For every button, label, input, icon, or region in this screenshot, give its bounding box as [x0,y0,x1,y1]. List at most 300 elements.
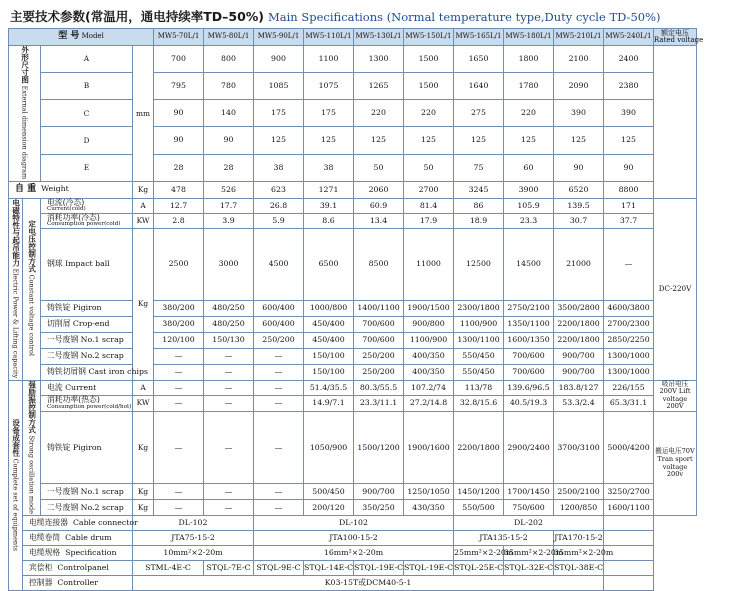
value-cell: — [204,411,254,483]
value-cell: 4600/3800 [604,300,654,316]
equipment-value: 16mm²×2-20m [254,546,454,561]
value-cell: 140 [204,100,254,127]
value-cell: 480/250 [204,300,254,316]
value-cell: 30.7 [554,213,604,228]
value-cell: 250/200 [354,364,404,380]
value-cell: 1500 [404,73,454,100]
value-cell: 2400 [604,46,654,73]
value-cell: 430/350 [404,500,454,516]
model-label-en: Model [81,32,104,41]
value-cell: — [254,411,304,483]
value-cell: 380/200 [154,300,204,316]
value-cell: 623 [254,181,304,198]
value-cell: 780 [204,73,254,100]
row-label [41,348,133,364]
value-cell: 1640 [454,73,504,100]
table-row [9,531,697,546]
table-row [9,100,697,127]
value-cell: 125 [604,127,654,154]
model-column-header: MW5-165L/1 [454,29,504,46]
row-label-cn: 钢球 [47,259,63,269]
value-cell: 2700/2300 [604,316,654,332]
equipment-value: 25mm²×2-20m [454,546,504,561]
table-row [9,300,697,316]
value-cell: 38 [304,154,354,181]
value-cell: 150/100 [304,348,354,364]
model-column-header: MW5-110L/1 [304,29,354,46]
value-cell: 2750/2100 [504,300,554,316]
model-column-header: MW5-80L/1 [204,29,254,46]
model-label-cn: 型 号 [58,31,80,42]
rated-voltage-dc: DC-220V [654,198,697,380]
table-row [9,127,697,154]
value-cell: — [154,364,204,380]
value-cell: 2200/1800 [554,316,604,332]
value-cell: 480/250 [204,316,254,332]
value-cell: — [254,500,304,516]
value-cell: — [154,380,204,395]
row-label [41,364,148,380]
value-cell: 175 [304,100,354,127]
value-cell: 2090 [554,73,604,100]
equipment-label-en: Controller [57,578,98,588]
value-cell: 1085 [254,73,304,100]
dim-letter: D [41,127,133,154]
value-cell: 125 [404,127,454,154]
value-cell: 1200/850 [554,500,604,516]
unit-cell: KW [133,213,154,228]
constant-group-label [23,198,41,380]
unit-cell: Kg [133,411,154,483]
value-cell: 3900 [504,181,554,198]
equipment-value: DL-102 [254,516,454,531]
value-cell: 90 [554,154,604,181]
table-row [9,561,697,576]
equipment-value: 35mm²×2-20m [554,546,604,561]
value-cell: 139.6/96.5 [504,380,554,395]
row-label-cn: 消耗功率(冷态) [47,212,100,222]
equipment-value: 10mm²×2-20m [133,546,254,561]
value-cell: 550/500 [454,500,504,516]
value-cell: 2300/1800 [454,300,504,316]
equipment-label-cn: 电缆卷筒 [29,533,61,543]
value-cell: 175 [254,100,304,127]
equipment-value: STQL-9E-C [254,561,304,576]
value-cell: 65.3/31.1 [604,395,654,411]
constant-side-label [9,198,23,380]
value-cell: — [204,364,254,380]
value-cell: 1075 [304,73,354,100]
value-cell: — [254,484,304,500]
value-cell: 17.7 [204,198,254,213]
row-label [41,411,133,483]
table-row [9,348,697,364]
table-row [9,29,697,46]
table-row [9,484,697,500]
value-cell: 23.3 [504,213,554,228]
value-cell: 220 [404,100,454,127]
table-row [9,228,697,300]
value-cell: 2.8 [154,213,204,228]
equipment-value: STQL-25E-C [454,561,504,576]
value-cell: 80.3/55.5 [354,380,404,395]
value-cell: 90 [204,127,254,154]
value-cell: 3250/2700 [604,484,654,500]
value-cell: 1780 [504,73,554,100]
value-cell: 1900/1600 [404,411,454,483]
equipment-label-cn: 电缆连接器 [29,518,68,528]
equipment-label-en: Controlpanel [57,563,109,573]
oscillation-group-label [23,380,41,516]
value-cell: 105.9 [504,198,554,213]
value-cell: 220 [504,100,554,127]
equipment-rated-empty [604,576,654,591]
equipment-value: JTA170-15-2 [554,531,604,546]
value-cell: 53.3/2.4 [554,395,604,411]
value-cell: — [204,380,254,395]
row-label-en: Consumption power(cold/hot) [47,403,132,410]
equipment-label [23,546,133,561]
dims-group-label [9,46,41,182]
model-column-header: MW5-130L/1 [354,29,404,46]
row-label [41,380,133,395]
value-cell: 14.9/7.1 [304,395,354,411]
value-cell: 800 [204,46,254,73]
value-cell: 120/100 [154,332,204,348]
row-label-en: Current [65,382,97,392]
row-label [41,500,133,516]
value-cell: 1265 [354,73,404,100]
equipment-label-cn: 电缆规格 [29,548,61,558]
value-cell: 750/600 [504,500,554,516]
table-row [9,181,697,198]
row-label [41,332,133,348]
value-cell: 390 [554,100,604,127]
row-label-cn: 铸铁切屑钢 [47,367,86,377]
value-cell: 60 [504,154,554,181]
value-cell: 390 [604,100,654,127]
row-label [41,228,133,300]
value-cell: 14500 [504,228,554,300]
value-cell: 18.9 [454,213,504,228]
value-cell: 450/400 [304,332,354,348]
value-cell: 2700 [404,181,454,198]
table-row [9,516,697,531]
value-cell: 2380 [604,73,654,100]
value-cell: 107.2/74 [404,380,454,395]
value-cell: 2500/2100 [554,484,604,500]
equipment-value: STQL-32E-C [504,561,554,576]
table-row [9,546,697,561]
value-cell: 526 [204,181,254,198]
equipment-rated-empty [604,561,654,576]
value-cell: 900/700 [554,364,604,380]
model-column-header: MW5-180L/1 [504,29,554,46]
value-cell: 125 [254,127,304,154]
constant-side-cn: 电磁特性与起吊能力 [11,198,21,267]
row-label-en: Cast iron chips [88,367,148,377]
value-cell: — [254,348,304,364]
table-row [9,500,697,516]
equipment-label [23,576,133,591]
value-cell: 220 [354,100,404,127]
value-cell: 5000/4200 [604,411,654,483]
value-cell: 28 [204,154,254,181]
value-cell: 700 [154,46,204,73]
value-cell: 3.9 [204,213,254,228]
rated-voltage-header [654,28,704,46]
unit-cell: A [133,380,154,395]
value-cell: 150/130 [204,332,254,348]
model-column-header: MW5-150L/1 [404,29,454,46]
equipment-label-en: Cable connector [72,518,138,528]
value-cell: 3500/2800 [554,300,604,316]
dim-letter: A [41,46,133,73]
value-cell: 125 [554,127,604,154]
value-cell: 1300/1000 [604,348,654,364]
table-row [9,198,697,213]
equipment-label [23,516,138,531]
value-cell: 90 [154,127,204,154]
value-cell: 500/450 [304,484,354,500]
value-cell: 1000/800 [304,300,354,316]
row-label [41,198,133,213]
value-cell: 21000 [554,228,604,300]
value-cell: 2100 [554,46,604,73]
rated-label-en: Rated voltage [654,36,704,44]
equipment-label-cn: 控制器 [29,578,53,588]
row-label [41,316,133,332]
value-cell: 1900/1500 [404,300,454,316]
value-cell: 11000 [404,228,454,300]
row-label-cn: 一号废钢 [47,486,79,496]
value-cell: 50 [354,154,404,181]
value-cell: 450/400 [304,316,354,332]
value-cell: 1100/900 [454,316,504,332]
value-cell: 171 [604,198,654,213]
weight-unit: Kg [133,181,154,198]
value-cell: 81.4 [404,198,454,213]
value-cell: 5.9 [254,213,304,228]
weight-en: Weight [41,184,69,194]
table-row [9,46,697,73]
value-cell: 86 [454,198,504,213]
weight-cn: 自 重 [15,184,37,195]
value-cell: 1300/1000 [604,364,654,380]
row-label-en: Pigiron [72,442,102,452]
equipment-rated-empty [604,516,654,531]
value-cell: 250/200 [254,332,304,348]
equipment-label-cn: 宾偿柜 [29,563,53,573]
equipment-value: K03-15T或DCM40-5-1 [133,576,604,591]
model-column-header: MW5-240L/1 [604,29,654,46]
value-cell: 90 [604,154,654,181]
lift-voltage-note: 吸吊电压200V Lift voltage 200V [654,380,697,411]
value-cell: 60.9 [354,198,404,213]
value-cell: — [154,500,204,516]
equipment-value: JTA100-15-2 [254,531,454,546]
value-cell: 275 [454,100,504,127]
row-label-cn: 电流(冷态) [47,197,85,207]
table-row [9,395,697,411]
value-cell: 12.7 [154,198,204,213]
value-cell: 17.9 [404,213,454,228]
row-label-cn: 电流 [47,382,63,392]
value-cell: 150/100 [304,364,354,380]
value-cell: 1500 [404,46,454,73]
transport-voltage-note: 搬运电压70V Tran sport voltage 200v [654,411,697,515]
row-label-cn: 二号废钢 [47,502,79,512]
value-cell: 550/450 [454,364,504,380]
value-cell: 700/600 [354,332,404,348]
equipment-value: 35mm²×2-20m [504,546,554,561]
value-cell: 2200/1800 [454,411,504,483]
value-cell: 1800 [504,46,554,73]
value-cell: 2850/2250 [604,332,654,348]
value-cell: 28 [154,154,204,181]
title-cn: 主要技术参数(常温用，通电持续率TD–50%) [10,9,264,24]
value-cell: 6500 [304,228,354,300]
value-cell: — [254,395,304,411]
value-cell: 226/155 [604,380,654,395]
rated-label-cn: 额定电压 [661,28,689,37]
value-cell: — [154,395,204,411]
title-en: Main Specifications (Normal temperature type,Duty cycle TD-50%) [268,10,661,24]
value-cell: 400/350 [404,348,454,364]
value-cell: 90 [154,100,204,127]
equipment-label-en: Specification [65,548,117,558]
value-cell: 1450/1200 [454,484,504,500]
value-cell: 600/400 [254,300,304,316]
constant-side-en: Electric Power & Lifting capacity [11,268,20,379]
value-cell: 8.6 [304,213,354,228]
equipment-side-cn: 设备成套性 [11,418,21,457]
equipment-value: STQL-19E-C [404,561,454,576]
row-label-en: No.1 scrap [80,335,124,345]
value-cell: 1100/900 [404,332,454,348]
row-label-cn: 消耗功率(热态) [47,395,100,405]
value-cell: 3000 [204,228,254,300]
value-cell: 1250/1050 [404,484,454,500]
table-row [9,364,697,380]
equipment-label-en: Cable drum [65,533,112,543]
value-cell: 2060 [354,181,404,198]
value-cell: 3245 [454,181,504,198]
value-cell: 51.4/35.5 [304,380,354,395]
unit-cell: A [133,198,154,213]
value-cell: 200/120 [304,500,354,516]
value-cell: 1300/1100 [454,332,504,348]
table-row [9,380,697,395]
value-cell: 50 [404,154,454,181]
value-cell: — [154,484,204,500]
equipment-label [23,531,133,546]
value-cell: 795 [154,73,204,100]
equipment-value: STML-4E-C [133,561,204,576]
value-cell: — [604,228,654,300]
value-cell: 1100 [304,46,354,73]
value-cell: 700/600 [504,364,554,380]
value-cell: 1700/1450 [504,484,554,500]
model-column-header: MW5-70L/1 [154,29,204,46]
row-label [41,484,133,500]
value-cell: 900/700 [554,348,604,364]
constant-group-en: Constant voltage control [27,275,36,357]
equipment-value: DL-202 [454,516,604,531]
value-cell: 13.4 [354,213,404,228]
value-cell: 1300 [354,46,404,73]
value-cell: 250/200 [354,348,404,364]
row-label-en: No.2 scrap [80,502,124,512]
value-cell: 478 [154,181,204,198]
value-cell: 113/78 [454,380,504,395]
value-cell: — [254,364,304,380]
equipment-value: JTA75-15-2 [133,531,254,546]
value-cell: 125 [304,127,354,154]
equipment-value: STQL-7E-C [204,561,254,576]
value-cell: 183.8/127 [554,380,604,395]
table-row [9,332,697,348]
row-label-cn: 一号废钢 [47,335,79,345]
value-cell: 1271 [304,181,354,198]
value-cell: 125 [354,127,404,154]
value-cell: 700/600 [354,316,404,332]
unit-cell: Kg [133,500,154,516]
value-cell: 1650 [454,46,504,73]
weight-label [9,181,133,198]
value-cell: 600/400 [254,316,304,332]
value-cell: 6520 [554,181,604,198]
table-row [9,411,697,483]
value-cell: — [154,411,204,483]
table-row [9,316,697,332]
equipment-value: STQL-14E-C [304,561,354,576]
value-cell: 8500 [354,228,404,300]
value-cell: 1500/1200 [354,411,404,483]
row-label-en: Impact ball [65,259,110,269]
value-cell: 125 [454,127,504,154]
row-label-cn: 切削屑 [47,319,71,329]
row-label-cn: 铸铁锭 [47,303,71,313]
value-cell: — [204,395,254,411]
value-cell: 12500 [454,228,504,300]
row-label [41,395,133,411]
value-cell: 125 [504,127,554,154]
value-cell: 40.5/19.3 [504,395,554,411]
equipment-side-label [9,380,23,591]
row-label-en: No.1 scrap [80,486,124,496]
unit-cell: Kg [133,228,154,380]
value-cell: 1600/1350 [504,332,554,348]
page-header [10,6,661,26]
model-column-header: MW5-210L/1 [554,29,604,46]
unit-cell: KW [133,395,154,411]
value-cell: 26.8 [254,198,304,213]
dim-letter: C [41,100,133,127]
equipment-side-en: Complete set of equipments [11,458,20,551]
constant-group-cn: 定电压控制方式 [27,220,37,273]
row-label-cn: 铸铁锭 [47,442,71,452]
value-cell: 900 [254,46,304,73]
oscillation-group-cn: 强励振控制方式 [27,380,37,434]
value-cell: 8800 [604,181,654,198]
row-label [41,300,133,316]
value-cell: 1050/900 [304,411,354,483]
value-cell: 4500 [254,228,304,300]
equipment-rated-empty [604,531,654,546]
value-cell: 38 [254,154,304,181]
unit-cell: Kg [133,484,154,500]
